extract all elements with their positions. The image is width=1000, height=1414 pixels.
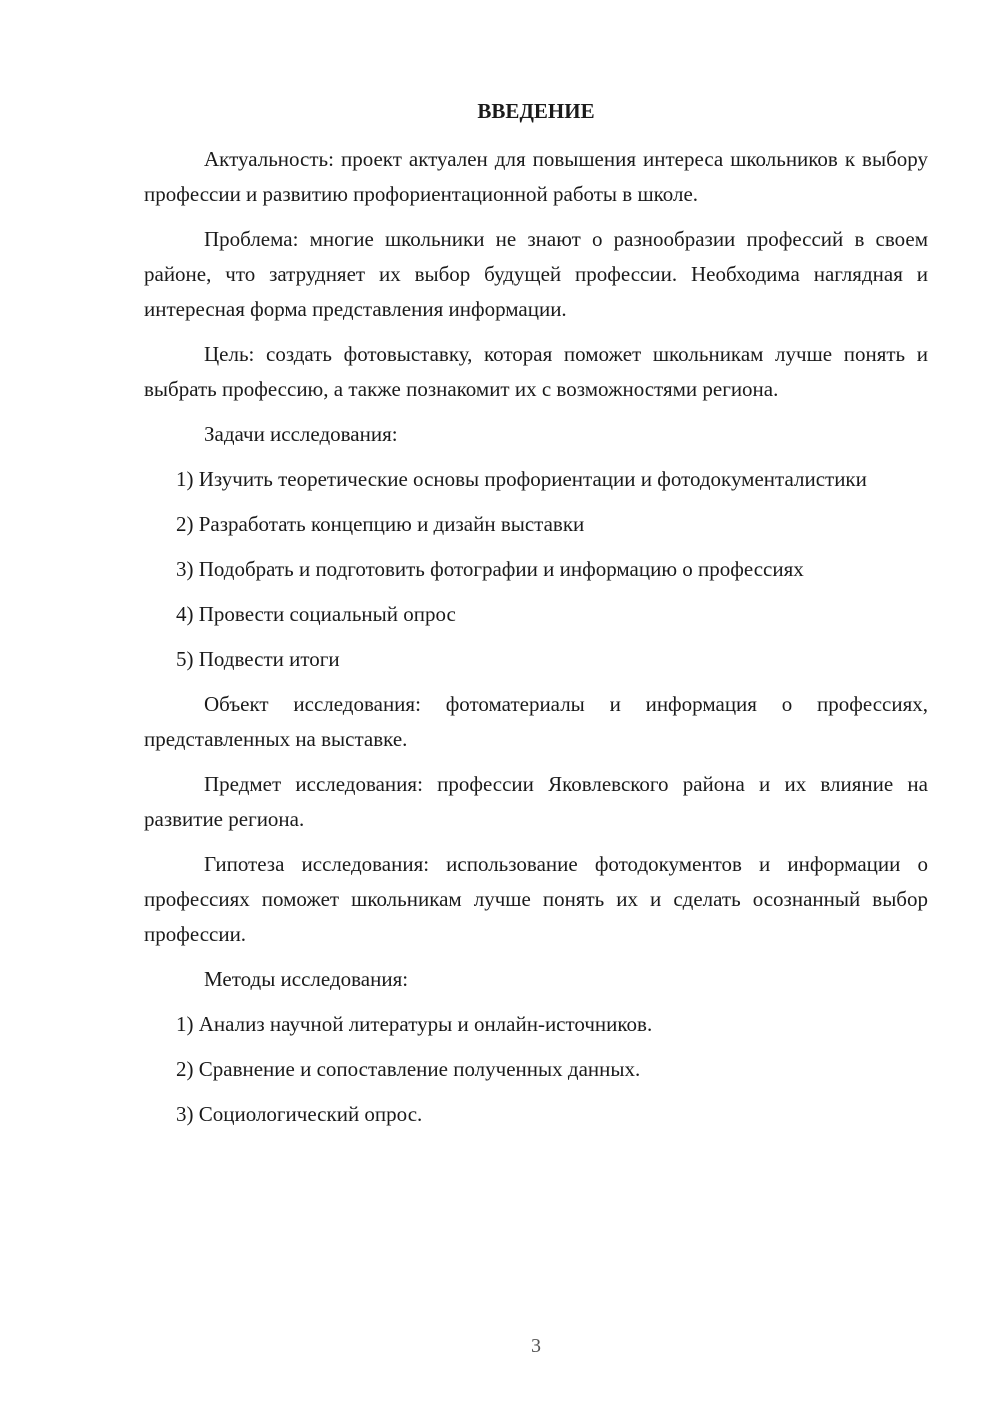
hypothesis-paragraph: Гипотеза исследования: использование фотодокументов и информации о профессиях поможет школьникам лучше понять их и сделать осознанный выбор профессии.	[144, 852, 928, 946]
document-page	[144, 0, 928, 1414]
object-paragraph: Объект исследования: фотоматериалы и информация о профессиях, представленных на выставке.	[144, 692, 928, 751]
task-item: 3) Подобрать и подготовить фотографии и информацию о профессиях	[176, 557, 804, 581]
method-item: 2) Сравнение и сопоставление полученных данных.	[176, 1057, 641, 1081]
task-item: 1) Изучить теоретические основы профориентации и фотодокументалистики	[176, 467, 867, 491]
goal-paragraph: Цель: создать фотовыставку, которая поможет школьникам лучше понять и выбрать профессию, а также познакомит их с возможностями региона.	[144, 342, 928, 401]
document-body	[144, 142, 928, 1142]
tasks-heading: Задачи исследования:	[204, 422, 398, 446]
task-item: 5) Подвести итоги	[176, 647, 340, 671]
problem-paragraph: Проблема: многие школьники не знают о разнообразии профессий в своем районе, что затрудняет их выбор будущей профессии. Необходима наглядная и интересная форма представления информации.	[144, 227, 928, 321]
methods-heading: Методы исследования:	[204, 967, 409, 991]
section-heading: ВВЕДЕНИЕ	[477, 99, 595, 123]
method-item: 1) Анализ научной литературы и онлайн-источников.	[176, 1012, 653, 1036]
task-item: 4) Провести социальный опрос	[176, 602, 456, 626]
page-number: 3	[531, 1335, 541, 1357]
subject-paragraph: Предмет исследования: профессии Яковлевского района и их влияние на развитие региона.	[144, 772, 928, 831]
method-item: 3) Социологический опрос.	[176, 1102, 423, 1126]
relevance-paragraph: Актуальность: проект актуален для повышения интереса школьников к выбору профессии и развитию профориентационной работы в школе.	[144, 147, 928, 206]
task-item: 2) Разработать концепцию и дизайн выставки	[176, 512, 585, 536]
